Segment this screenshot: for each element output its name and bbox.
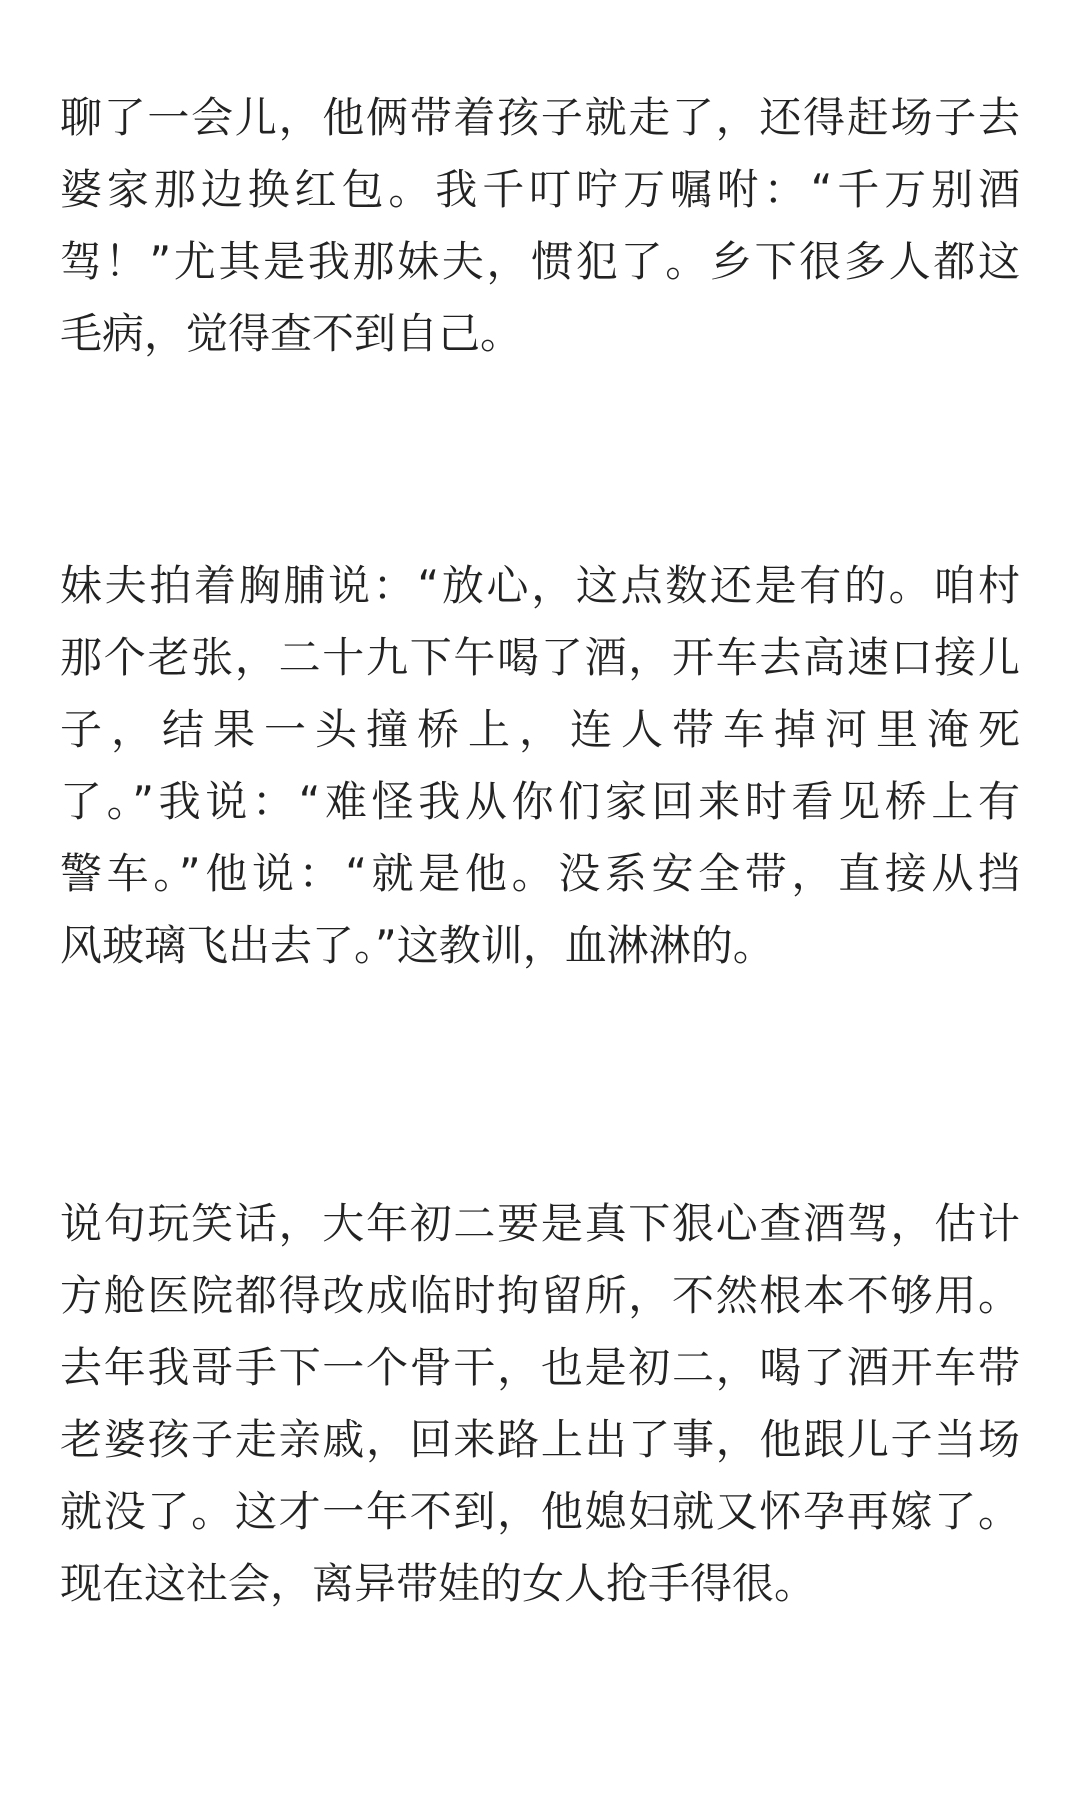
text-line: 去年我哥手下一个骨干，也是初二，喝了酒开车带: [60, 1343, 1020, 1392]
text-line: 警车。”他说：“就是他。没系安全带，直接从挡: [60, 849, 1020, 898]
text-line: 聊了一会儿，他俩带着孩子就走了，还得赶场子去: [60, 93, 1020, 142]
text-line: 毛病，觉得查不到自己。: [60, 309, 523, 358]
text-line: 了。”我说：“难怪我从你们家回来时看见桥上有: [60, 777, 1020, 826]
paragraph-3: [60, 1188, 1020, 1620]
text-line: 现在这社会，离异带娃的女人抢手得很。: [60, 1559, 817, 1608]
paragraph-1: [60, 82, 1020, 370]
text-line: 就没了。这才一年不到，他媳妇就又怀孕再嫁了。: [60, 1487, 1020, 1536]
text-line: 风玻璃飞出去了。”这教训，血淋淋的。: [60, 921, 775, 970]
text-line: 子，结果一头撞桥上，连人带车掉河里淹死: [60, 705, 1020, 754]
text-line: 方舱医院都得改成临时拘留所，不然根本不够用。: [60, 1271, 1020, 1320]
text-line: 那个老张，二十九下午喝了酒，开车去高速口接儿: [60, 633, 1020, 682]
text-line: 婆家那边换红包。我千叮咛万嘱咐：“千万别酒: [60, 165, 1020, 214]
text-line: 老婆孩子走亲戚，回来路上出了事，他跟儿子当场: [60, 1415, 1020, 1464]
text-line: 驾！”尤其是我那妹夫，惯犯了。乡下很多人都这: [60, 237, 1020, 286]
text-line: 说句玩笑话，大年初二要是真下狠心查酒驾，估计: [60, 1199, 1020, 1248]
paragraph-2: [60, 550, 1020, 982]
text-line: 妹夫拍着胸脯说：“放心，这点数还是有的。咱村: [60, 561, 1020, 610]
